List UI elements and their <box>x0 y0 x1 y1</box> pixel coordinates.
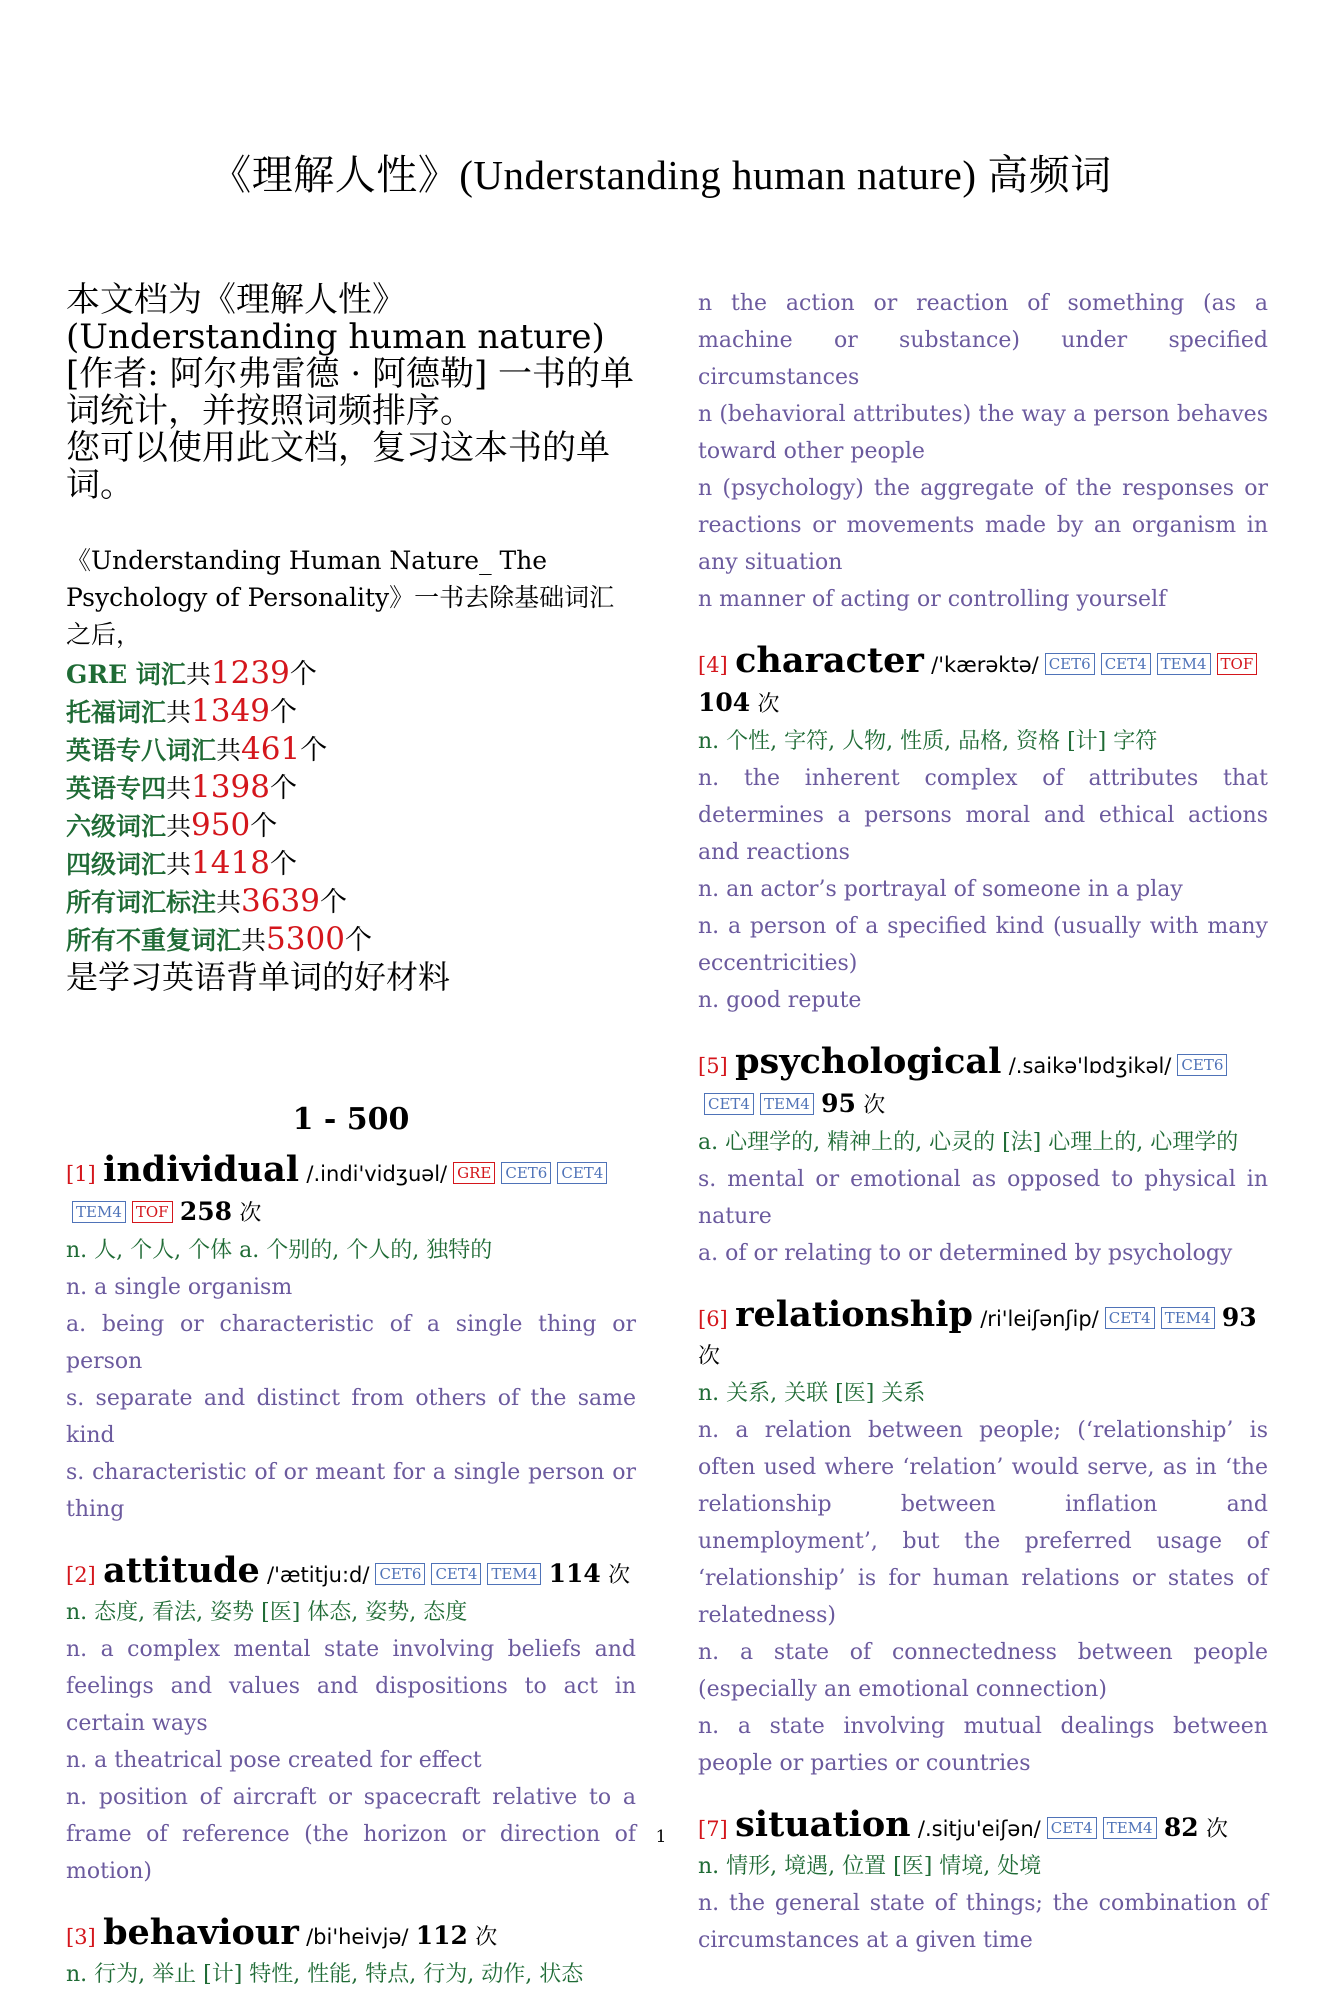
stat-unit: 个 <box>300 735 328 766</box>
entry-word: individual <box>103 1149 300 1190</box>
entry-count-unit: 次 <box>239 1201 262 1226</box>
word-entry <box>66 1914 636 1993</box>
stat-unit: 个 <box>319 887 347 918</box>
stat-label: 英语专八词汇 <box>66 736 217 765</box>
entry-definition: n. a person of a specified kind (usually with many eccentricities) <box>698 914 1268 976</box>
entry-definition: s. mental or emotional as opposed to physical in nature <box>698 1167 1268 1229</box>
stat-count: 950 <box>191 807 251 843</box>
entry-word: psychological <box>735 1041 1002 1082</box>
entry-count-unit: 次 <box>863 1093 886 1118</box>
entry-count: 82 <box>1163 1813 1199 1842</box>
exam-tag: TEM4 <box>1103 1817 1157 1839</box>
stat-line <box>66 883 636 921</box>
stat-count: 5300 <box>266 921 345 957</box>
entry-chinese-def: n. 人, 个人, 个体 a. 个别的, 个人的, 独特的 <box>66 1238 493 1263</box>
entry-count: 93 <box>1221 1303 1257 1332</box>
entry-chinese-def: n. 关系, 关联 [医] 关系 <box>698 1381 926 1406</box>
entry-chinese-def: a. 心理学的, 精神上的, 心灵的 [法] 心理上的, 心理学的 <box>698 1130 1239 1155</box>
exam-tag: GRE <box>453 1162 495 1184</box>
stat-unit: 个 <box>269 849 297 880</box>
stat-count: 1398 <box>191 769 270 805</box>
entry-definition: n (behavioral attributes) the way a person behaves toward other people <box>698 402 1268 464</box>
page-number: 1 <box>655 1827 667 1847</box>
entry-count: 112 <box>415 1921 468 1950</box>
stat-label: 英语专四 <box>66 774 167 803</box>
entry-definition: n. the inherent complex of attributes that determines a persons moral and ethical actions and reactions <box>698 766 1268 865</box>
right-column <box>698 285 1268 1959</box>
entry-word: attitude <box>103 1550 260 1591</box>
stat-count: 1418 <box>191 845 270 881</box>
entry-word: relationship <box>735 1294 973 1335</box>
entry-definition: n. a state involving mutual dealings between people or parties or countries <box>698 1714 1268 1776</box>
stats-closing: 是学习英语背单词的好材料 <box>66 958 451 996</box>
entry-head <box>66 1552 636 1594</box>
entry-definition: n. a theatrical pose created for effect <box>66 1748 482 1773</box>
entry-index: [2] <box>66 1563 96 1587</box>
stat-prefix: 共 <box>216 888 242 917</box>
entry-continuation <box>698 285 1268 618</box>
stat-count: 1239 <box>210 655 290 691</box>
left-entries <box>66 1151 636 1993</box>
stats-block <box>66 542 636 996</box>
entry-word: behaviour <box>103 1912 299 1953</box>
entry-definition: n. the general state of things; the combination of circumstances at a given time <box>698 1891 1268 1953</box>
left-column <box>66 282 636 1993</box>
page-title: 《理解人性》(Understanding human nature) 高频词 <box>210 152 1112 198</box>
entry-definition: n. position of aircraft or spacecraft relative to a frame of reference (the horizon or direction of motion) <box>66 1785 636 1884</box>
range-heading: 1 - 500 <box>292 1102 410 1137</box>
stat-line <box>66 731 636 769</box>
exam-tag: TOF <box>132 1201 173 1223</box>
stat-prefix: 共 <box>241 926 267 955</box>
entry-definition: n. a state of connectedness between people (especially an emotional connection) <box>698 1640 1268 1702</box>
word-entry <box>698 642 1268 1019</box>
entry-count-unit: 次 <box>698 1344 721 1369</box>
entry-phonetic: /bi'heivjə/ <box>306 1925 409 1949</box>
stat-label: 所有不重复词汇 <box>66 926 242 955</box>
stat-line <box>66 921 636 959</box>
stat-unit: 个 <box>269 697 297 728</box>
entry-word: situation <box>735 1804 911 1845</box>
entry-head <box>66 1151 636 1232</box>
entry-head <box>698 1296 1268 1375</box>
entry-phonetic: /'kærəktə/ <box>931 653 1039 677</box>
entry-chinese-def: n. 个性, 字符, 人物, 性质, 品格, 资格 [计] 字符 <box>698 729 1158 754</box>
exam-tag: CET4 <box>704 1093 754 1115</box>
exam-tag: TEM4 <box>72 1201 126 1223</box>
exam-tag: CET4 <box>557 1162 607 1184</box>
entry-chinese-def: n. 情形, 境遇, 位置 [医] 情境, 处境 <box>698 1854 1042 1879</box>
word-entry <box>698 1296 1268 1782</box>
intro-line-1: 本文档为《理解人性》(Understanding human nature)[作者: 阿尔弗雷德 · 阿德勒] 一书的单词统计，并按照词频排序。 <box>66 280 635 431</box>
stat-unit: 个 <box>269 773 297 804</box>
exam-tag: TEM4 <box>1157 653 1211 675</box>
exam-tag: CET6 <box>1177 1054 1227 1076</box>
stat-label: 托福词汇 <box>66 698 167 727</box>
exam-tag: CET6 <box>1045 653 1095 675</box>
stat-prefix: 共 <box>216 736 242 765</box>
exam-tag: TOF <box>1217 653 1258 675</box>
entry-definition: n (psychology) the aggregate of the responses or reactions or movements made by an organism in any situation <box>698 476 1268 575</box>
intro <box>66 282 636 504</box>
stats-lead: 《Understanding Human Nature_ The Psychology of Personality》一书去除基础词汇之后， <box>66 546 615 649</box>
entry-phonetic: /.indi'vidʒuəl/ <box>306 1162 448 1186</box>
entry-definition: n. a single organism <box>66 1275 293 1300</box>
stat-prefix: 共 <box>166 698 192 727</box>
entry-chinese-def: n. 态度, 看法, 姿势 [医] 体态, 姿势, 态度 <box>66 1600 468 1625</box>
stat-prefix: 共 <box>185 660 211 689</box>
entry-count-unit: 次 <box>1205 1817 1228 1842</box>
entry-count: 258 <box>179 1197 233 1226</box>
entry-count: 114 <box>548 1559 601 1588</box>
entry-definition: n. a relation between people; (‘relationship’ is often used where ‘relation’ would serve, as in ‘the relationship between inflation and unemployment’, but the preferred usage of ‘relationship’ is for human relations or states of relatedness) <box>698 1418 1268 1628</box>
stat-line <box>66 655 636 693</box>
entry-count: 104 <box>698 688 751 717</box>
entry-index: [5] <box>698 1054 728 1078</box>
entry-count-unit: 次 <box>757 692 780 717</box>
stat-line <box>66 845 636 883</box>
exam-tag: CET4 <box>1047 1817 1097 1839</box>
stat-prefix: 共 <box>166 850 192 879</box>
exam-tag: CET4 <box>1101 653 1151 675</box>
word-entry <box>698 1043 1268 1272</box>
right-entries <box>698 642 1268 1959</box>
stats-list <box>66 655 636 959</box>
exam-tag: CET4 <box>431 1563 481 1585</box>
word-entry <box>66 1151 636 1528</box>
stat-unit: 个 <box>250 811 278 842</box>
entry-phonetic: /ri'leiʃənʃip/ <box>980 1307 1099 1331</box>
entry-definition: n the action or reaction of something (as a machine or substance) under specified circumstances <box>698 291 1268 390</box>
stat-prefix: 共 <box>166 774 192 803</box>
entry-head <box>698 642 1268 723</box>
entry-index: [4] <box>698 653 728 677</box>
exam-tag: CET6 <box>501 1162 551 1184</box>
entry-count-unit: 次 <box>475 1925 498 1950</box>
stat-unit: 个 <box>344 925 372 956</box>
stat-count: 1349 <box>191 693 270 729</box>
entry-chinese-def: n. 行为, 举止 [计] 特性, 性能, 特点, 行为, 动作, 状态 <box>66 1962 584 1987</box>
stat-line <box>66 769 636 807</box>
exam-tag: TEM4 <box>760 1093 814 1115</box>
stat-label: 六级词汇 <box>66 812 167 841</box>
entry-phonetic: /.sitju'eiʃən/ <box>917 1817 1041 1841</box>
stat-line <box>66 807 636 845</box>
entry-phonetic: /'ætitju:d/ <box>267 1563 370 1587</box>
exam-tag: TEM4 <box>487 1563 541 1585</box>
entry-count-unit: 次 <box>608 1563 631 1588</box>
intro-line-2: 您可以使用此文档，复习这本书的单词。 <box>66 428 610 505</box>
entry-definition: n. good repute <box>698 988 862 1013</box>
entry-count: 95 <box>821 1089 856 1118</box>
exam-tag: CET6 <box>375 1563 425 1585</box>
stat-count: 3639 <box>241 883 320 919</box>
stat-unit: 个 <box>289 659 317 690</box>
entry-definition: a. being or characteristic of a single thing or person <box>66 1312 636 1374</box>
entry-index: [1] <box>66 1162 96 1186</box>
entry-index: [7] <box>698 1817 728 1841</box>
exam-tag: TEM4 <box>1161 1307 1215 1329</box>
stat-label: 四级词汇 <box>66 850 167 879</box>
entry-definition: n manner of acting or controlling yourself <box>698 587 1167 612</box>
entry-head <box>698 1043 1268 1124</box>
entry-index: [3] <box>66 1925 96 1949</box>
entry-head <box>66 1914 636 1956</box>
entry-definition: s. separate and distinct from others of the same kind <box>66 1386 636 1448</box>
stat-label: GRE 词汇 <box>66 660 186 689</box>
entry-definition: s. characteristic of or meant for a single person or thing <box>66 1460 636 1522</box>
entry-definition: a. of or relating to or determined by psychology <box>698 1241 1233 1266</box>
entry-phonetic: /.saikə'lɒdʒikəl/ <box>1008 1054 1172 1078</box>
entry-word: character <box>735 640 924 681</box>
entry-index: [6] <box>698 1307 728 1331</box>
exam-tag: CET4 <box>1105 1307 1155 1329</box>
entry-definition: n. an actor’s portrayal of someone in a play <box>698 877 1183 902</box>
stat-line <box>66 693 636 731</box>
entry-definition: n. a complex mental state involving beliefs and feelings and values and dispositions to act in certain ways <box>66 1637 636 1736</box>
stat-prefix: 共 <box>166 812 192 841</box>
stat-label: 所有词汇标注 <box>66 888 217 917</box>
stat-count: 461 <box>241 731 301 767</box>
